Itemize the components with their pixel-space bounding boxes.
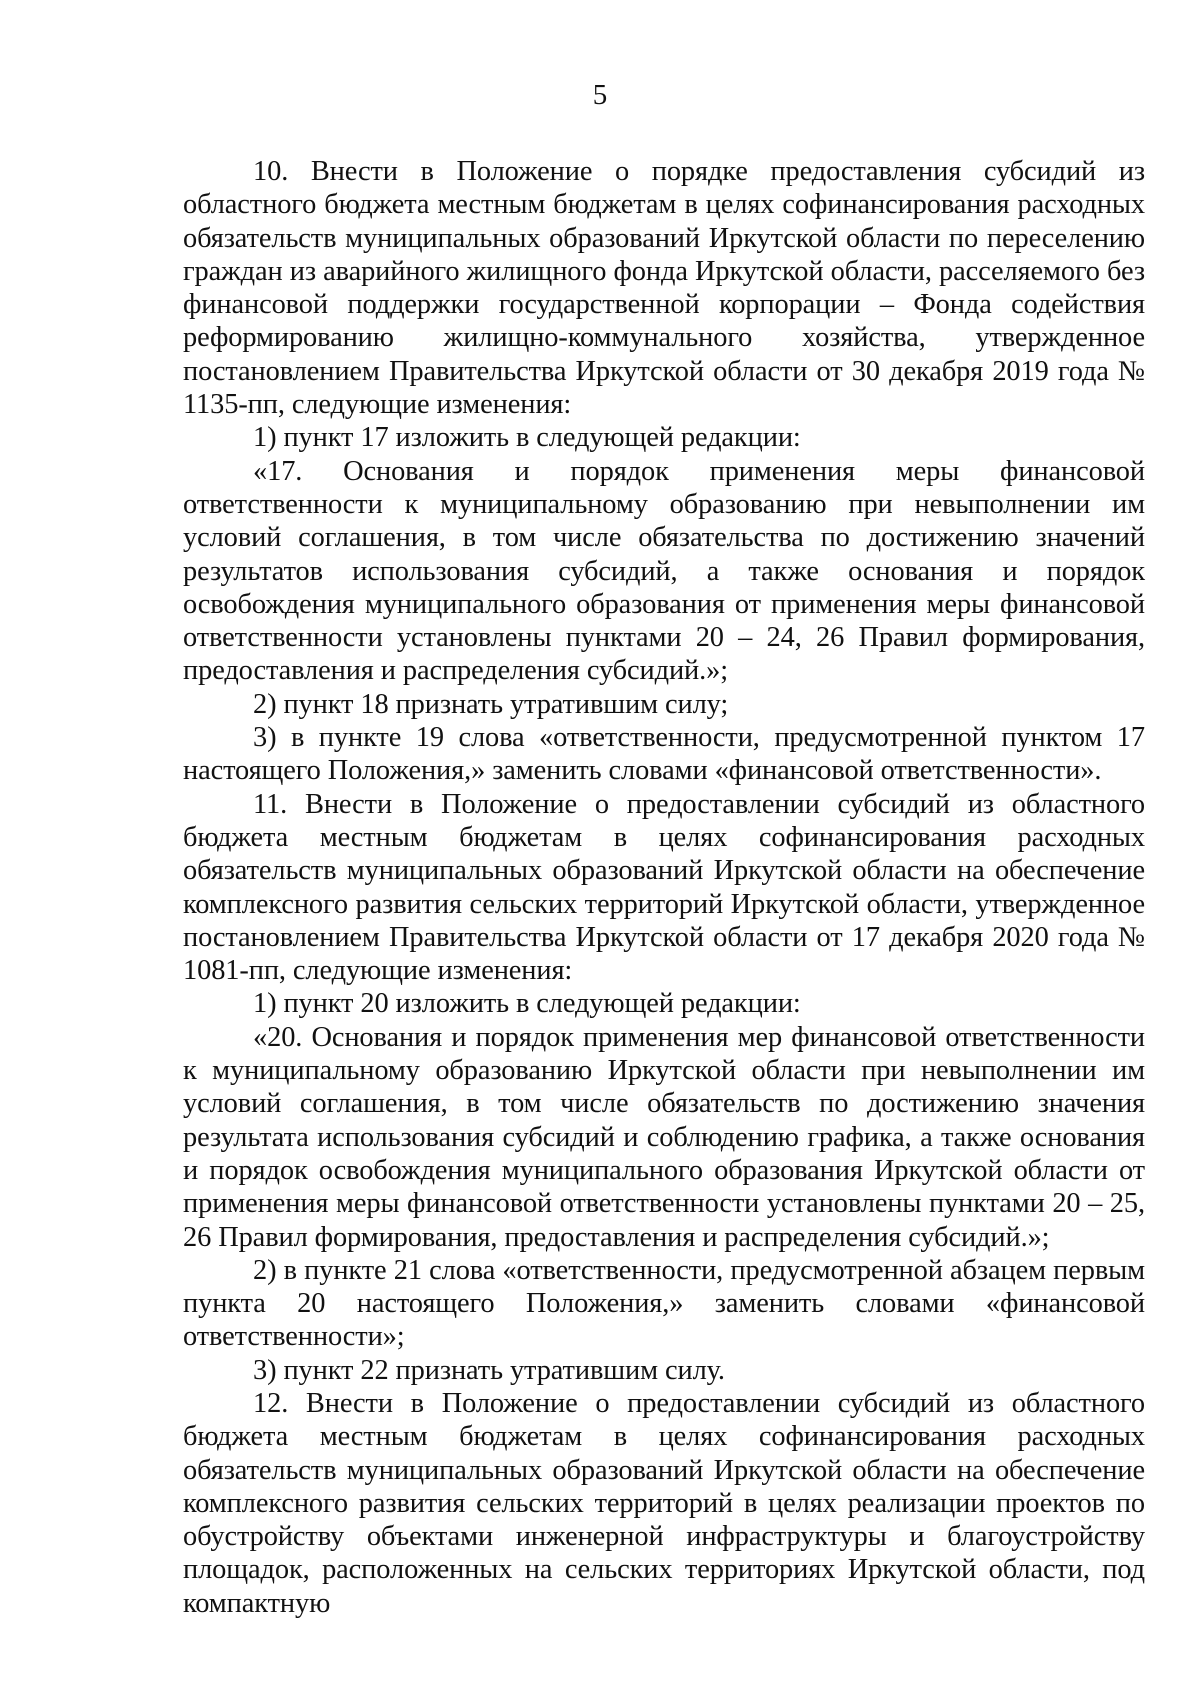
paragraph-subitem-11-3: 3) пункт 22 признать утратившим силу. [253,1354,725,1386]
paragraph-item-10: 10. Внести в Положение о порядке предоставления субсидий из областного бюджета местным бюджетам в целях софинансирования расходных обязательств муниципальных образований Иркутской области по переселению граждан из аварийного жилищного фонда Иркутской области, расселяемого без финансовой поддержки государственной корпорации – Фонда содействия реформированию жилищно-коммунального хозяйства, утвержденное постановлением Правительства Иркутской области от 30 декабря 2019 года № 1135-пп, следующие изменения: [183,156,1145,421]
paragraph-item-12: 12. Внести в Положение о предоставлении субсидий из областного бюджета местным бюджетам в целях софинансирования расходных обязательств муниципальных образований Иркутской области на обеспечение комплексного развития сельских территорий в целях реализации проектов по обустройству объектами инженерной инфраструктуры и благоустройству площадок, расположенных на сельских территориях Иркутской области, под компактную [183,1387,1145,1619]
page-number: 5 [592,79,608,111]
document-body [183,155,1145,1620]
paragraph-quote-17: «17. Основания и порядок применения меры финансовой ответственности к муниципальному образованию при невыполнении им условий соглашения, в том числе обязательства по достижению значений результатов использования субсидий, а также основания и порядок освобождения муниципального образования от применения меры финансовой ответственности установлены пунктами 20 – 24, 26 Правил формирования, предоставления и распределения субсидий.»; [183,455,1145,687]
paragraph-item-11: 11. Внести в Положение о предоставлении субсидий из областного бюджета местным бюджетам в целях софинансирования расходных обязательств муниципальных образований Иркутской области на обеспечение комплексного развития сельских территорий Иркутской области, утвержденное постановлением Правительства Иркутской области от 17 декабря 2020 года № 1081-пп, следующие изменения: [183,788,1145,987]
paragraph-subitem-11-2: 2) в пункте 21 слова «ответственности, предусмотренной абзацем первым пункта 20 настоящего Положения,» заменить словами «финансовой ответственности»; [183,1254,1145,1353]
paragraph-quote-20: «20. Основания и порядок применения мер финансовой ответственности к муниципальному образованию Иркутской области при невыполнении им условий соглашения, в том числе обязательств по достижению значения результата использования субсидий и соблюдению графика, а также основания и порядок освобождения муниципального образования Иркутской области от применения меры финансовой ответственности установлены пунктами 20 – 25, 26 Правил формирования, предоставления и распределения субсидий.»; [183,1021,1145,1253]
paragraph-subitem-10-3: 3) в пункте 19 слова «ответственности, предусмотренной пунктом 17 настоящего Положения,» заменить словами «финансовой ответственности». [183,722,1145,787]
paragraph-subitem-10-2: 2) пункт 18 признать утратившим силу; [253,688,729,720]
paragraph-subitem-11-1: 1) пункт 20 изложить в следующей редакции: [253,988,801,1020]
paragraph-subitem-10-1: 1) пункт 17 изложить в следующей редакции: [253,422,801,454]
